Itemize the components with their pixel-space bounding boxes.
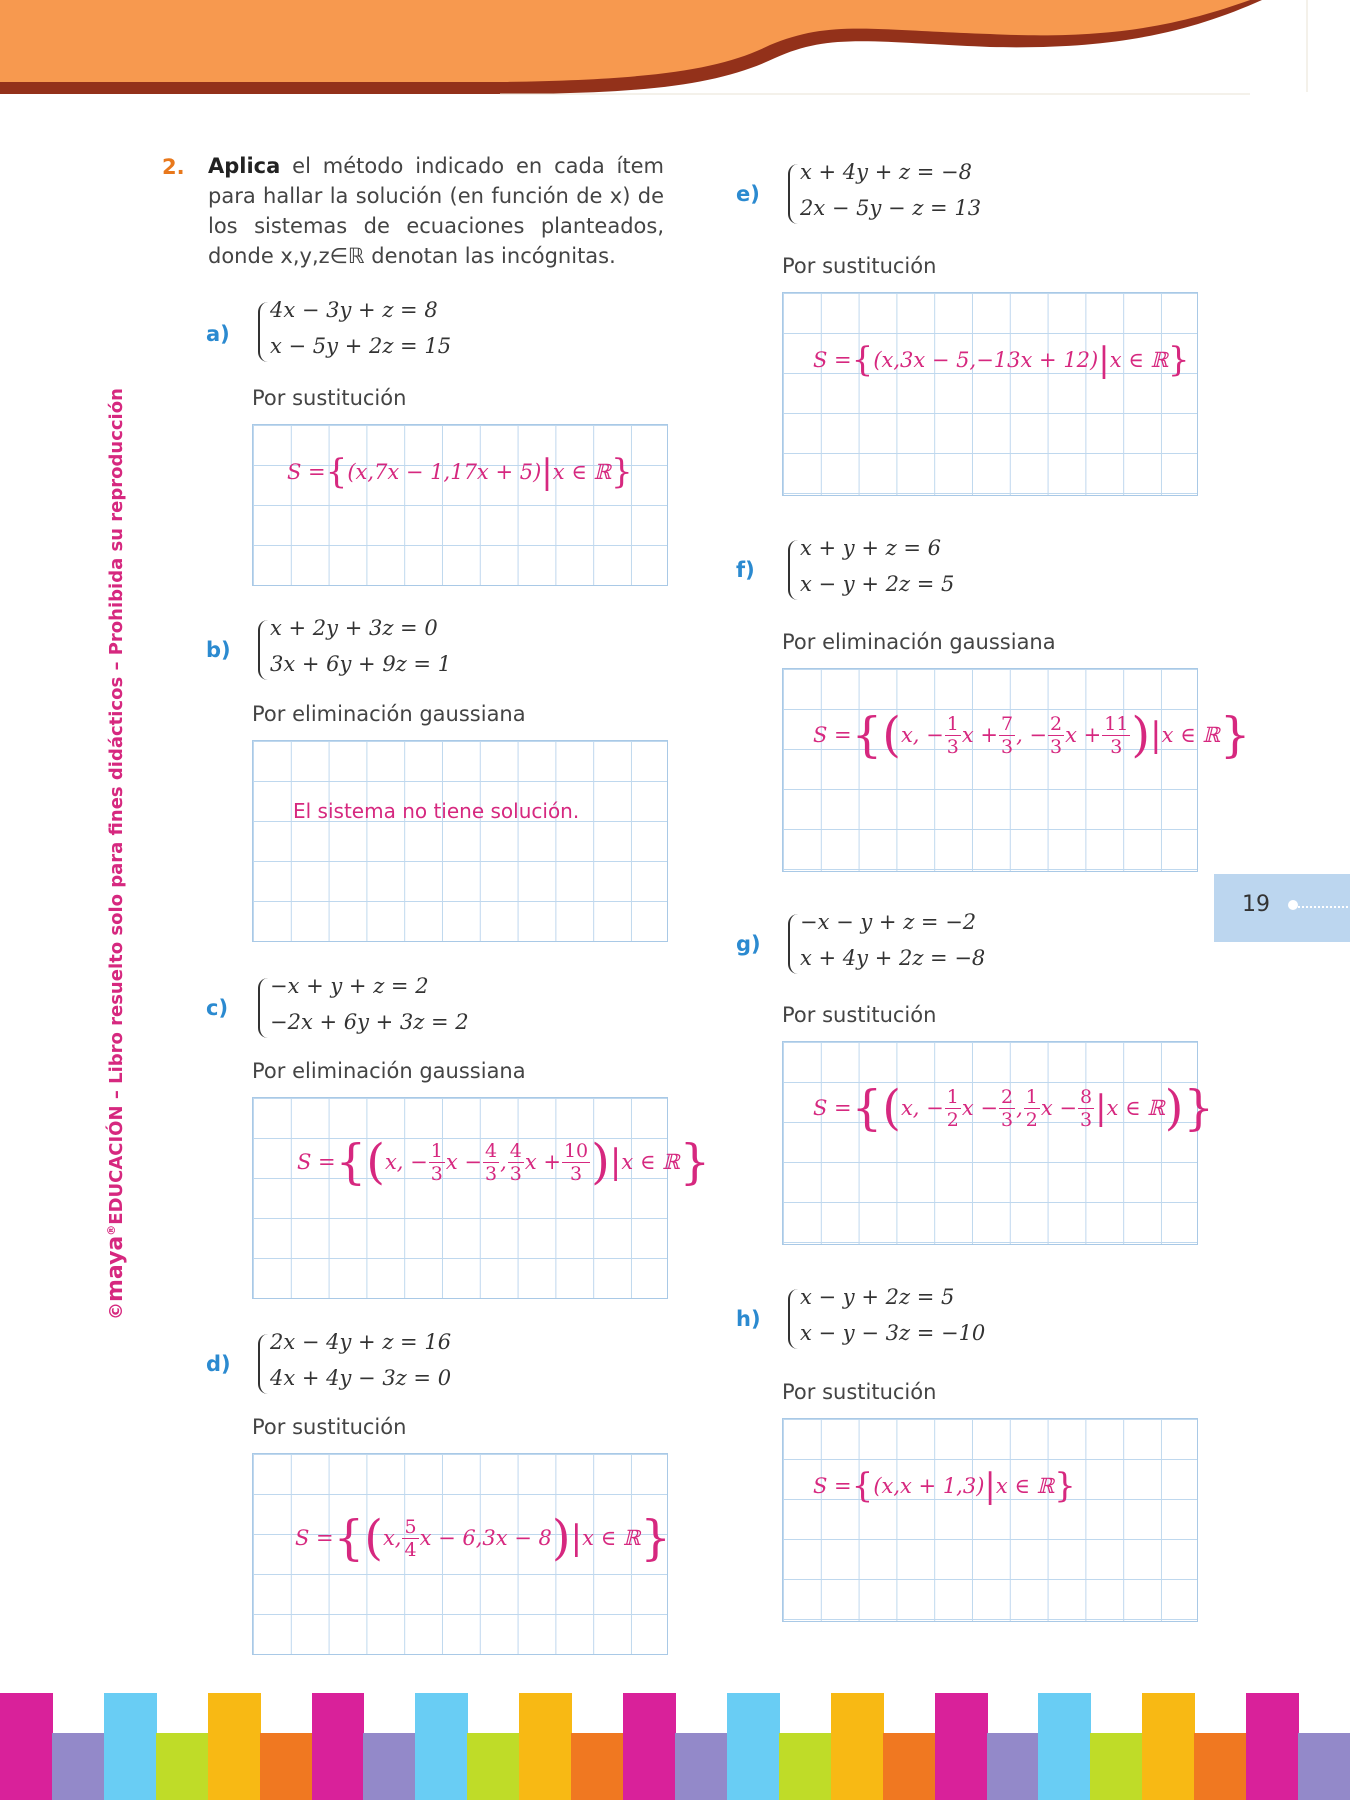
footer-stripe (727, 1693, 780, 1800)
footer-stripe (156, 1733, 209, 1800)
item-d-label: d) (206, 1352, 231, 1376)
item-e-eq1: x + 4y + z = −8 (800, 160, 972, 184)
item-b-method: Por eliminación gaussiana (252, 702, 526, 726)
footer-stripe (571, 1733, 624, 1800)
footer-stripe (987, 1733, 1040, 1800)
item-d-eq2: 4x + 4y − 3z = 0 (270, 1366, 452, 1390)
item-b-eq1: x + 2y + 3z = 0 (270, 616, 438, 640)
item-h-eq1: x − y + 2z = 5 (800, 1285, 955, 1309)
footer-stripe (467, 1733, 520, 1800)
item-g-eq2: x + 4y + 2z = −8 (800, 946, 986, 970)
item-f-eq2: x − y + 2z = 5 (800, 572, 955, 596)
item-b-answer-grid[interactable] (252, 740, 668, 942)
item-f-solution: S = { ( x, − $\frac{1}{3}$ x + $\frac{7}{3}$ , − $\frac{2}{3}$ x + $\frac{11}{3}$ ) | x ∈ ℝ } (813, 707, 1251, 763)
item-b-eq2: 3x + 6y + 9z = 1 (270, 652, 452, 676)
footer-stripe (623, 1693, 676, 1800)
footer-stripe (363, 1733, 416, 1800)
item-g-solution: S = { ( x, − $\frac{1}{2}$ x − $\frac{2}{3}$ , $\frac{1}{2}$ x − $\frac{8}{3}$ | x ∈ ℝ ) } (813, 1080, 1215, 1136)
item-g-label: g) (736, 932, 761, 956)
footer-stripe (1038, 1693, 1091, 1800)
item-c-method: Por eliminación gaussiana (252, 1059, 526, 1083)
dotted-line (1290, 906, 1348, 908)
item-h-label: h) (736, 1307, 761, 1331)
item-d-method: Por sustitución (252, 1415, 407, 1439)
item-c-label: c) (206, 996, 229, 1020)
item-a-eq1: 4x − 3y + z = 8 (270, 298, 438, 322)
brace-icon (258, 1334, 268, 1394)
footer-stripe (208, 1693, 261, 1800)
item-h-answer-grid[interactable] (782, 1418, 1198, 1622)
item-f-method: Por eliminación gaussiana (782, 630, 1056, 654)
header-wave (0, 0, 1350, 100)
page-number-tab (1214, 874, 1350, 942)
footer-stripe (1298, 1733, 1350, 1800)
problem-number: 2. (162, 155, 185, 179)
item-f-answer-grid[interactable] (782, 668, 1251, 872)
footer-stripe (1246, 1693, 1299, 1800)
problem-statement (208, 151, 664, 271)
brace-icon (258, 620, 268, 680)
item-c-solution: S = { ( x, − $\frac{1}{3}$ x − $\frac{4}{3}$ , $\frac{4}{3}$ x + $\frac{10}{3}$ ) | x ∈ ℝ } (297, 1134, 711, 1190)
brace-icon (788, 914, 798, 974)
footer-stripe (0, 1693, 53, 1800)
item-b-label: b) (206, 638, 231, 662)
item-c-eq2: −2x + 6y + 3z = 2 (270, 1010, 469, 1034)
brace-icon (788, 164, 798, 224)
item-a-answer-grid[interactable] (252, 424, 668, 586)
item-c-answer-grid[interactable] (252, 1097, 711, 1299)
item-a-solution: S = { (x,7x − 1,17x + 5) | x ∈ ℝ } (287, 452, 633, 492)
item-h-method: Por sustitución (782, 1380, 937, 1404)
item-d-eq1: 2x − 4y + z = 16 (270, 1330, 452, 1354)
problem-text: el método indicado en cada ítem para hallar la solución (en función de x) de los sistemas de ecuaciones planteados, donde x,y,z∈ℝ denotan las incógnitas. (208, 154, 664, 268)
footer-stripe (415, 1693, 468, 1800)
footer-stripe (104, 1693, 157, 1800)
item-e-eq2: 2x − 5y − z = 13 (800, 196, 982, 220)
footer-stripe (779, 1733, 832, 1800)
footer-stripe (675, 1733, 728, 1800)
brace-icon (788, 1289, 798, 1349)
item-a-label: a) (206, 322, 230, 346)
brace-icon (258, 978, 268, 1038)
footer-stripes (0, 1693, 1350, 1800)
footer-stripe (1142, 1693, 1195, 1800)
footer-stripe (519, 1693, 572, 1800)
item-f-label: f) (736, 558, 755, 582)
item-a-method: Por sustitución (252, 386, 407, 410)
footer-stripe (883, 1733, 936, 1800)
page-dot-icon (1288, 900, 1298, 910)
item-a-eq2: x − 5y + 2z = 15 (270, 334, 452, 358)
footer-stripe (1090, 1733, 1143, 1800)
item-d-solution: S = { ( x, $\frac{5}{4}$ x − 6,3x − 8 ) | x ∈ ℝ } (295, 1510, 671, 1566)
brace-icon (258, 302, 268, 362)
item-d-answer-grid[interactable] (252, 1453, 671, 1655)
item-h-solution: S = { (x,x + 1,3) | x ∈ ℝ } (813, 1466, 1076, 1506)
item-e-label: e) (736, 182, 760, 206)
footer-stripe (52, 1733, 105, 1800)
footer-stripe (260, 1733, 313, 1800)
item-g-eq1: −x − y + z = −2 (800, 910, 977, 934)
item-b-solution: El sistema no tiene solución. (293, 799, 580, 823)
item-e-answer-grid[interactable] (782, 292, 1198, 496)
item-e-method: Por sustitución (782, 254, 937, 278)
footer-stripe (935, 1693, 988, 1800)
item-e-solution: S = { (x,3x − 5,−13x + 12) | x ∈ ℝ } (813, 340, 1190, 380)
item-g-answer-grid[interactable] (782, 1041, 1215, 1245)
item-h-eq2: x − y − 3z = −10 (800, 1321, 986, 1345)
footer-stripe (831, 1693, 884, 1800)
brace-icon (788, 540, 798, 600)
footer-stripe (312, 1693, 365, 1800)
item-f-eq1: x + y + z = 6 (800, 536, 941, 560)
footer-stripe (1194, 1733, 1247, 1800)
copyright-side-text: ©maya®EDUCACIÓN – Libro resuelto solo para fines didácticos – Prohibida su reproducción (103, 388, 128, 1320)
item-g-method: Por sustitución (782, 1003, 937, 1027)
page-number: 19 (1242, 892, 1270, 917)
item-c-eq1: −x + y + z = 2 (270, 974, 429, 998)
problem-verb: Aplica (208, 154, 281, 178)
